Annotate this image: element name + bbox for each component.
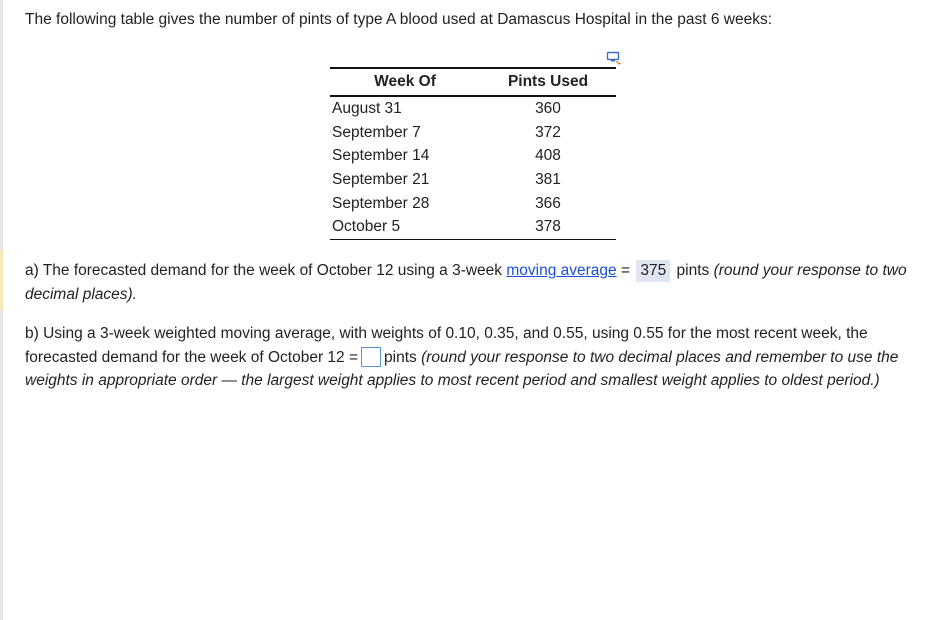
row-pints: 408 [535,147,561,165]
row-pints: 372 [535,123,561,141]
part-a-units: pints [676,262,710,279]
part-a-answer[interactable]: 375 [636,260,670,282]
header-week-of: Week Of [330,68,480,96]
part-a-equals: = [620,262,631,279]
part-b-hint: (round your response to two decimal places and remember to use the weights in appropriate order — the largest weight applies to most recent period and smallest weight applies to oldest period.) [25,348,899,389]
part-a-hint: (round your response to two decimal places). [25,262,907,303]
row-week: October 5 [330,215,480,239]
part-b-text: b) Using a 3-week weighted moving average, with weights of 0.10, 0.35, and 0.55, using 0.55 for the most recent week, the forecasted demand for the week of October 12 = [25,325,868,366]
row-pints: 381 [535,171,561,189]
table-row [330,96,616,121]
row-week: September 21 [332,171,430,189]
intro-text: The following table gives the number of pints of type A blood used at Damascus Hospital in the past 6 weeks: [25,11,773,28]
table-row [330,144,616,168]
part-b-question [25,322,925,393]
row-pints: 366 [535,194,561,212]
table-row [330,215,616,239]
row-week: September 14 [332,147,430,165]
part-a-prefix: a) The forecasted demand for the week of October 12 using a 3-week [25,262,503,279]
left-edge-marker [0,250,3,310]
part-b-answer-input[interactable] [361,347,381,367]
table-row [330,168,616,192]
table-row [330,121,616,145]
row-week: September 7 [332,123,421,141]
row-week: September 28 [332,194,430,212]
row-pints: 378 [480,215,616,239]
row-pints: 360 [535,100,561,118]
blood-usage-table [330,67,616,240]
row-week: August 31 [332,100,402,118]
table-row [330,191,616,215]
copy-table-icon[interactable] [606,51,622,65]
header-pints-used: Pints Used [480,68,616,96]
part-a-question [25,259,925,307]
moving-average-link[interactable]: moving average [506,262,617,279]
table-header-row [330,68,616,96]
part-b-units: pints [384,348,417,366]
